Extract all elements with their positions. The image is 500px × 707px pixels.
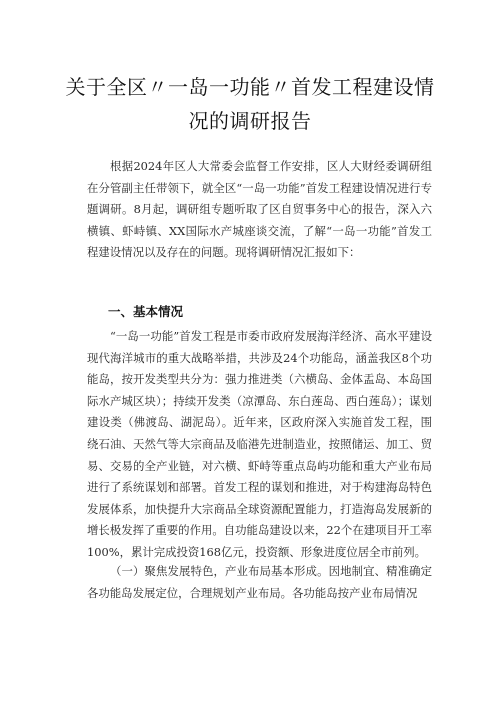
- title-line-2: 况的调研报告: [188, 109, 312, 133]
- title-line-1: 关于全区〃一岛一功能〃首发工程建设情: [65, 75, 435, 99]
- document-title: [60, 70, 440, 138]
- section1-paragraph: “一岛一功能”首发工程是市委市政府发展海洋经济、高水平建设现代海洋城市的重大战略举措，共涉及24个功能岛，涵盖我区8个功能岛，按开发类型共分为：强力推进类（六横岛、金体盂岛、本岛国际水产城区块）；持续开发类（凉潭岛、东白莲岛、西白莲岛）；谋划建设类（佛渡岛、湖泥岛）。近年来，区政府深入实施首发工程，围绕石油、天然气等大宗商品及临港先进制造业，按照储运、加工、贸易、交易的全产业链，对六横、虾峙等重点岛屿功能和重大产业布局进行了系统谋划和部署。首发工程的谋划和推进，对于构建海岛特色发展体系，加快提升大宗商品全球资源配置能力，打造海岛发展新的增长极发挥了重要的作用。自功能岛建设以来，22个在建项目开工率100%，累计完成投资168亿元，投资额、形象进度位居全市前列。: [87, 329, 432, 559]
- intro-paragraph: 根据2024年区人大常委会监督工作安排，区人大财经委调研组在分管副主任带领下，就全区“一岛一功能”首发工程建设情况进行专题调研。8月起，调研组专题听取了区自贸事务中心的报告，深入六横镇、虾峙镇、XX国际水产城座谈交流，了解“一岛一功能”首发工程建设情况以及存在的问题。现将调研情况汇报如下：: [87, 159, 432, 260]
- section-heading-basic-situation: 一、基本情况: [108, 304, 184, 319]
- subsection1-paragraph: （一）聚焦发展特色，产业布局基本形成。因地制宜、精准确定各功能岛发展定位，合理规划产业布局。各功能岛按产业布局情况: [87, 564, 432, 600]
